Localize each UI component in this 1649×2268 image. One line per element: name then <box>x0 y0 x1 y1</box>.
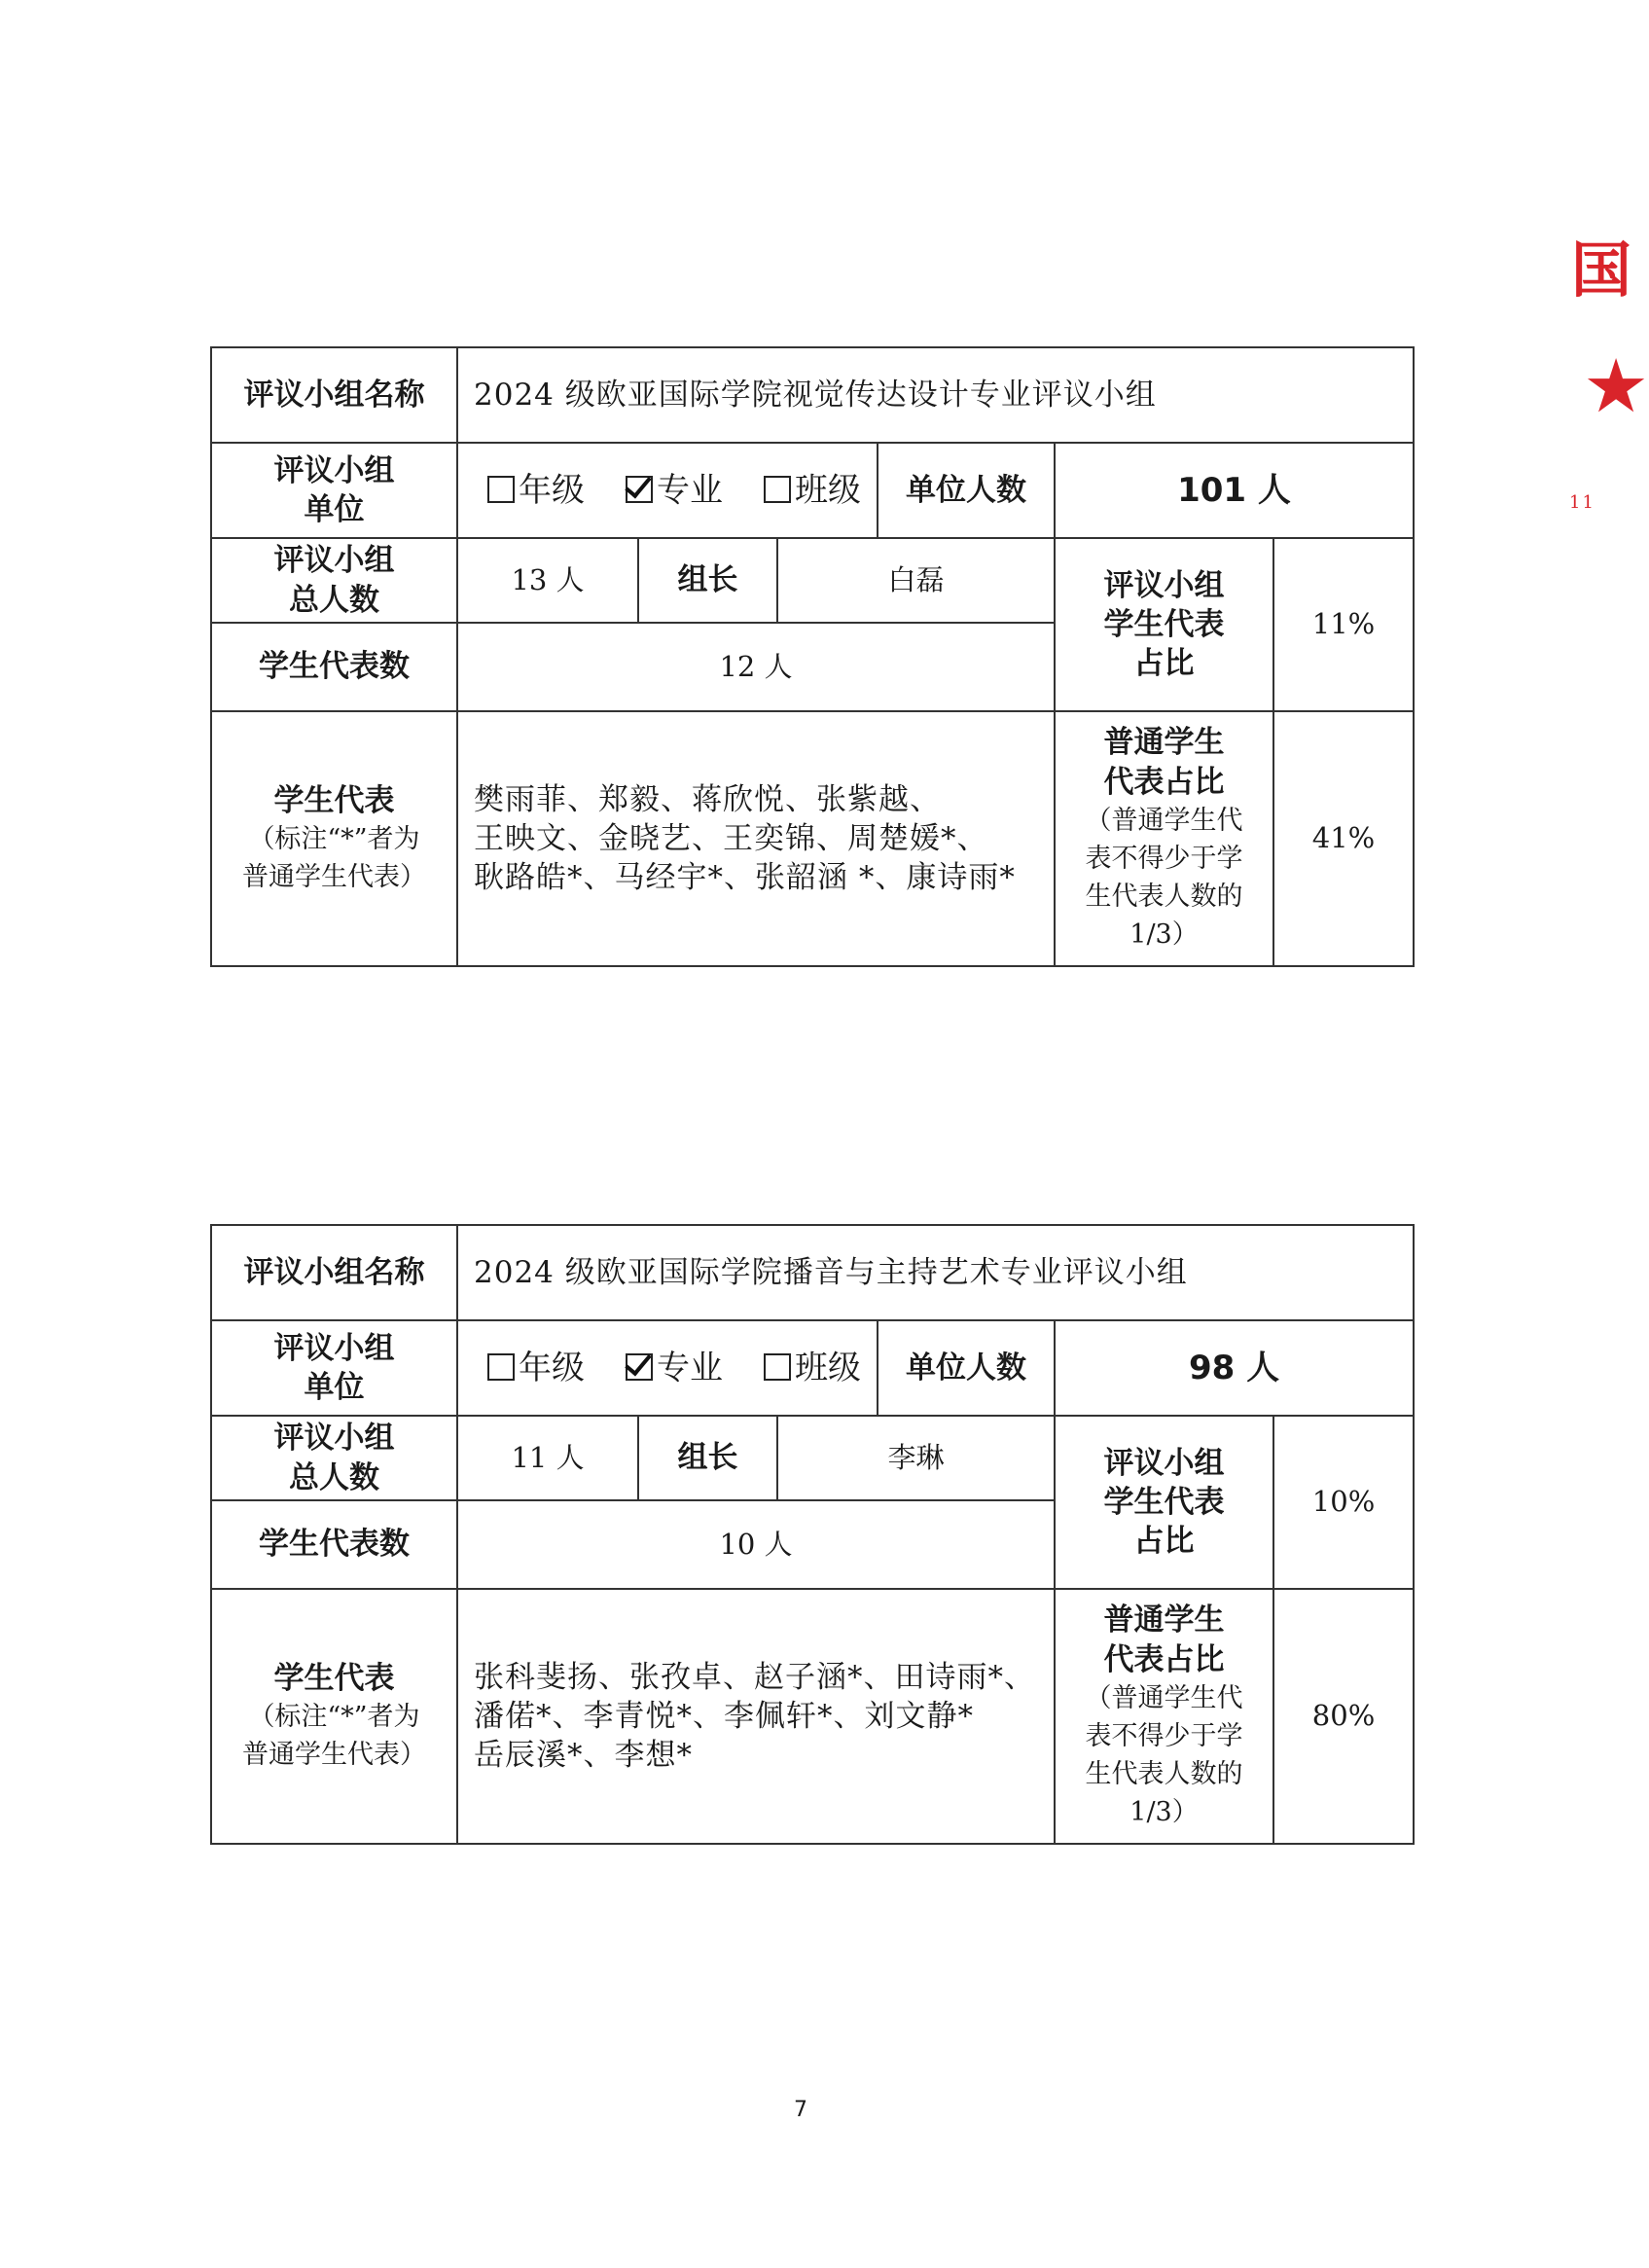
checkbox-unchecked-icon <box>764 1353 791 1381</box>
rep-ratio-value: 11% <box>1273 538 1414 711</box>
unit-option-major[interactable]: 专业 <box>626 469 723 512</box>
normal-ratio-label: 普通学生 代表占比 <box>1103 725 1225 800</box>
group-name-value: 2024 级欧亚国际学院播音与主持艺术专业评议小组 <box>457 1225 1414 1320</box>
reps-label-cell <box>211 711 457 966</box>
review-group-table-2 <box>210 1224 1415 1845</box>
review-group-table-1 <box>210 346 1415 967</box>
normal-ratio-label-cell <box>1055 1589 1273 1844</box>
rep-ratio-label: 评议小组 学生代表 占比 <box>1055 1416 1273 1589</box>
unit-option-grade[interactable]: 年级 <box>487 469 585 512</box>
group-name-label: 评议小组名称 <box>211 1225 457 1320</box>
rep-count-label: 学生代表数 <box>211 623 457 711</box>
seal-mark: 11 <box>1569 492 1595 513</box>
normal-ratio-note: （普通学生代 表不得少于学 生代表人数的 1/3） <box>1085 806 1243 951</box>
group-name-value: 2024 级欧亚国际学院视觉传达设计专业评议小组 <box>457 347 1414 443</box>
leader-value: 白磊 <box>777 538 1055 623</box>
reps-line: 耿路皓*、马经宇*、张韶涵 *、康诗雨* <box>474 860 1016 896</box>
unit-label: 评议小组 单位 <box>211 443 457 538</box>
normal-ratio-label-cell <box>1055 711 1273 966</box>
normal-ratio-note: （普通学生代 表不得少于学 生代表人数的 1/3） <box>1085 1683 1243 1828</box>
checkbox-checked-icon <box>626 1353 653 1381</box>
page-number: 7 <box>794 2098 807 2122</box>
leader-label: 组长 <box>638 1416 777 1500</box>
unit-option-grade[interactable]: 年级 <box>487 1347 585 1389</box>
unit-count-label: 单位人数 <box>878 443 1055 538</box>
reps-list <box>457 1589 1055 1844</box>
unit-label: 评议小组 单位 <box>211 1320 457 1416</box>
unit-option-class[interactable]: 班级 <box>764 469 861 512</box>
reps-label: 学生代表 <box>273 782 395 818</box>
rep-ratio-value: 10% <box>1273 1416 1414 1589</box>
unit-options <box>457 443 878 538</box>
reps-label: 学生代表 <box>273 1660 395 1696</box>
reps-note: （标注“*”者为 普通学生代表） <box>242 824 426 893</box>
reps-line: 王映文、金晓艺、王奕锦、周楚媛*、 <box>474 820 988 856</box>
checkbox-unchecked-icon <box>487 476 515 503</box>
reps-line: 潘偌*、李青悦*、李佩轩*、刘文静* <box>474 1698 974 1734</box>
seal-character: 国 <box>1571 234 1632 306</box>
reps-note: （标注“*”者为 普通学生代表） <box>242 1702 426 1771</box>
total-value: 13 人 <box>457 538 638 623</box>
reps-label-cell <box>211 1589 457 1844</box>
normal-ratio-value: 80% <box>1273 1589 1414 1844</box>
total-label: 评议小组 总人数 <box>211 1416 457 1500</box>
unit-count-label: 单位人数 <box>878 1320 1055 1416</box>
seal-star-icon: ★ <box>1583 342 1649 429</box>
reps-line: 樊雨菲、郑毅、蒋欣悦、张紫越、 <box>474 781 941 817</box>
unit-count-value: 101 人 <box>1055 443 1414 538</box>
normal-ratio-value: 41% <box>1273 711 1414 966</box>
reps-line: 岳辰溪*、李想* <box>474 1738 693 1774</box>
leader-value: 李琳 <box>777 1416 1055 1500</box>
group-name-label: 评议小组名称 <box>211 347 457 443</box>
normal-ratio-label: 普通学生 代表占比 <box>1103 1602 1225 1677</box>
checkbox-unchecked-icon <box>487 1353 515 1381</box>
checkbox-unchecked-icon <box>764 476 791 503</box>
reps-list <box>457 711 1055 966</box>
unit-options <box>457 1320 878 1416</box>
rep-count-value: 12 人 <box>457 623 1055 711</box>
rep-count-value: 10 人 <box>457 1500 1055 1589</box>
unit-option-class[interactable]: 班级 <box>764 1347 861 1389</box>
rep-ratio-label: 评议小组 学生代表 占比 <box>1055 538 1273 711</box>
unit-count-value: 98 人 <box>1055 1320 1414 1416</box>
unit-option-major[interactable]: 专业 <box>626 1347 723 1389</box>
checkbox-checked-icon <box>626 476 653 503</box>
red-seal-stamp <box>1561 214 1649 535</box>
leader-label: 组长 <box>638 538 777 623</box>
total-label: 评议小组 总人数 <box>211 538 457 623</box>
total-value: 11 人 <box>457 1416 638 1500</box>
reps-line: 张科斐扬、张孜卓、赵子涵*、田诗雨*、 <box>474 1659 1035 1695</box>
rep-count-label: 学生代表数 <box>211 1500 457 1589</box>
